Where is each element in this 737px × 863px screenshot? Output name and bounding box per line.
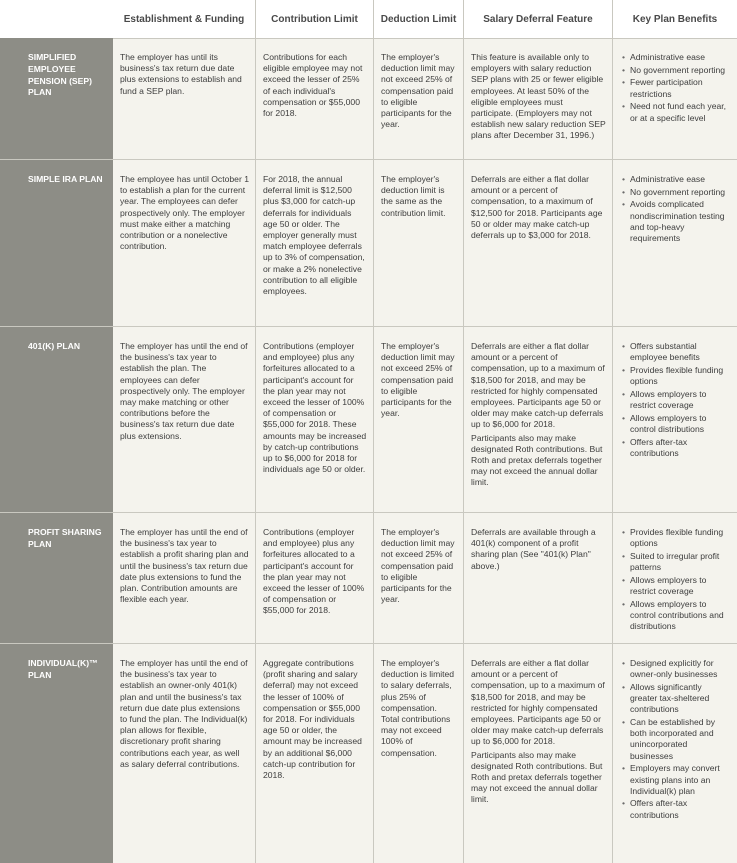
table-row <box>0 38 737 160</box>
deduction-cell: The employer's deduction is limited to salary deferrals, plus 25% of compensation. Total contributions may not exceed 100% of compensation. <box>373 644 463 863</box>
deduction-cell: The employer's deduction limit is the same as the contribution limit. <box>373 160 463 326</box>
plan-name-cell: PROFIT SHARING PLAN <box>0 513 113 643</box>
deferral-cell <box>463 644 612 863</box>
benefits-cell <box>612 160 737 326</box>
contribution-cell: For 2018, the annual deferral limit is $12,500 plus $3,000 for catch-up deferrals for individuals age 50 or older. The employer generally must match employee deferrals up to 3% of compensation, or make a 2% nonelective contribution to all eligible employees. <box>255 160 373 326</box>
deferral-paragraph: Participants also may make designated Roth contributions. But Roth and pretax deferrals together may not exceed the annual dollar limit. <box>471 749 603 805</box>
benefit-item: • Provides flexible funding options <box>622 365 731 387</box>
plan-name-cell: 401(K) PLAN <box>0 327 113 512</box>
benefit-item: • Employers may convert existing plans into an Individual(k) plan <box>622 763 731 797</box>
benefits-cell <box>612 327 737 512</box>
establishment-cell: The employer has until the end of the business's tax year to establish the plan. The employees can defer prospectively only. The employer may make matching or other contributions before the business's tax return due date plus extensions. <box>120 341 248 441</box>
establishment-cell: The employee has until October 1 to establish a plan for the current year. The employees can defer prospectively only. The employer must make either a matching contribution or a nonelective contribution. <box>120 174 249 252</box>
benefit-item: • Administrative ease <box>622 52 731 63</box>
table-row <box>0 644 737 863</box>
benefit-item: • Allows employers to control contributions and distributions <box>622 599 731 633</box>
deferral-paragraph: Deferrals are either a flat dollar amount or a percent of compensation, to a maximum of $12,500 for 2018. Participants age 50 or older may make catch-up deferrals up to $3,000 for 2018. <box>471 174 603 241</box>
benefit-item: • Offers substantial employee benefits <box>622 341 731 363</box>
header-contribution-limit: Contribution Limit <box>255 0 373 38</box>
contribution-cell: Contributions for each eligible employee may not exceed the lesser of 25% of each individual's compensation or $55,000 for 2018. <box>255 38 373 159</box>
benefit-item: • Allows employers to control distributions <box>622 413 731 435</box>
benefits-cell <box>612 38 737 159</box>
benefit-item: • No government reporting <box>622 187 731 198</box>
benefit-item: • Administrative ease <box>622 174 731 185</box>
deduction-cell: The employer's deduction limit may not exceed 25% of compensation paid to eligible participants for the year. <box>373 38 463 159</box>
benefit-item: • No government reporting <box>622 65 731 76</box>
table-row <box>0 327 737 513</box>
benefit-item: • Designed explicitly for owner-only businesses <box>622 658 731 680</box>
plan-name-cell: SIMPLE IRA PLAN <box>0 160 113 326</box>
benefits-list <box>622 658 731 821</box>
deferral-cell <box>463 327 612 512</box>
contribution-cell: Contributions (employer and employee) plus any forfeitures allocated to a participant's account for the plan year may not exceed the lesser of 100% of compensation or $55,000 for 2018. These amounts may be increased by catch-up contributions up to $6,000 for 2018 for individuals age 50 or older. <box>255 327 373 512</box>
benefit-item: • Allows employers to restrict coverage <box>622 575 731 597</box>
benefit-item: • Need not fund each year, or at a specific level <box>622 101 731 123</box>
deferral-cell <box>463 38 612 159</box>
benefit-item: • Provides flexible funding options <box>622 527 731 549</box>
benefits-cell <box>612 644 737 863</box>
deferral-paragraph: Deferrals are either a flat dollar amount or a percent of compensation, up to a maximum of $18,500 for 2018, and may be restricted for highly compensated employees. Participants age 50 or older may make catch-up deferrals up to $6,000 for 2018. <box>471 341 605 430</box>
benefit-item: • Can be established by both incorporated and unincorporated businesses <box>622 717 731 762</box>
benefit-item: • Suited to irregular profit patterns <box>622 551 731 573</box>
benefits-cell <box>612 513 737 643</box>
deferral-paragraph: This feature is available only to employers with salary reduction SEP plans with 25 or fewer eligible employees. At least 50% of the eligible employees must participate. (Employers may not establish new salary reduction SEP plans after December 31, 1996.) <box>471 52 606 141</box>
benefit-item: • Allows employers to restrict coverage <box>622 389 731 411</box>
benefit-item: • Offers after-tax contributions <box>622 437 731 459</box>
table-header-row <box>0 0 737 39</box>
deferral-paragraph: Participants also may make designated Roth contributions. But Roth and pretax deferrals together may not exceed the annual dollar limit. <box>471 432 603 488</box>
benefits-list <box>622 52 731 124</box>
benefits-list <box>622 174 731 244</box>
establishment-cell: The employer has until the end of the business's tax year to establish a profit sharing plan and until the business's tax return due date plus extensions to fund the plan. Contribution amounts are flexible each year. <box>120 527 249 605</box>
benefit-item: • Offers after-tax contributions <box>622 798 731 820</box>
header-salary-deferral-feature: Salary Deferral Feature <box>463 0 612 38</box>
deferral-paragraph: Deferrals are available through a 401(k) component of a profit sharing plan (See "401(k) Plan" above.) <box>471 527 596 571</box>
establishment-cell: The employer has until its business's tax return due date plus extensions to establish and fund a SEP plan. <box>120 52 242 96</box>
establishment-cell: The employer has until the end of the business's tax year to establish an owner-only 401(k) plan and until the business's tax return due date plus extensions to fund the plan. The Individual(k) plan allows for flexible, discretionary profit sharing contributions each year, as well as salary deferral contributions. <box>120 658 248 769</box>
header-establishment-funding: Establishment & Funding <box>123 13 245 25</box>
benefit-item: • Avoids complicated nondiscrimination testing and top-heavy requirements <box>622 199 731 244</box>
deduction-cell: The employer's deduction limit may not exceed 25% of compensation paid to eligible participants for the year. <box>373 513 463 643</box>
plan-name-cell: INDIVIDUAL(K)™ PLAN <box>0 644 113 863</box>
deferral-paragraph: Deferrals are either a flat dollar amount or a percent of compensation, up to a maximum of $18,500 for 2018, and may be restricted for highly compensated employees. Participants age 50 or older may make catch-up deferrals up to $6,000 for 2018. <box>471 658 605 747</box>
contribution-cell: Aggregate contributions (profit sharing and salary deferral) may not exceed the lesser of 100% of compensation or $55,000 for 2018. For individuals age 50 or older, the amount may be increased by an additional $6,000 catch-up contribution for 2018. <box>255 644 373 863</box>
table-row <box>0 513 737 644</box>
deferral-cell <box>463 160 612 326</box>
header-key-plan-benefits: Key Plan Benefits <box>612 0 737 38</box>
contribution-cell: Contributions (employer and employee) plus any forfeitures allocated to a participant's account for the plan year may not exceed the lesser of 100% of compensation or $55,000 for 2018. <box>255 513 373 643</box>
plan-name-cell: SIMPLIFIED EMPLOYEE PENSION (SEP) PLAN <box>0 38 113 159</box>
benefit-item: • Allows significantly greater tax-sheltered contributions <box>622 682 731 716</box>
table-row <box>0 160 737 327</box>
benefits-list <box>622 527 731 632</box>
header-deduction-limit: Deduction Limit <box>373 0 463 38</box>
deduction-cell: The employer's deduction limit may not exceed 25% of compensation paid to eligible participants for the year. <box>373 327 463 512</box>
benefits-list <box>622 341 731 459</box>
benefit-item: • Fewer participation restrictions <box>622 77 731 99</box>
deferral-cell <box>463 513 612 643</box>
